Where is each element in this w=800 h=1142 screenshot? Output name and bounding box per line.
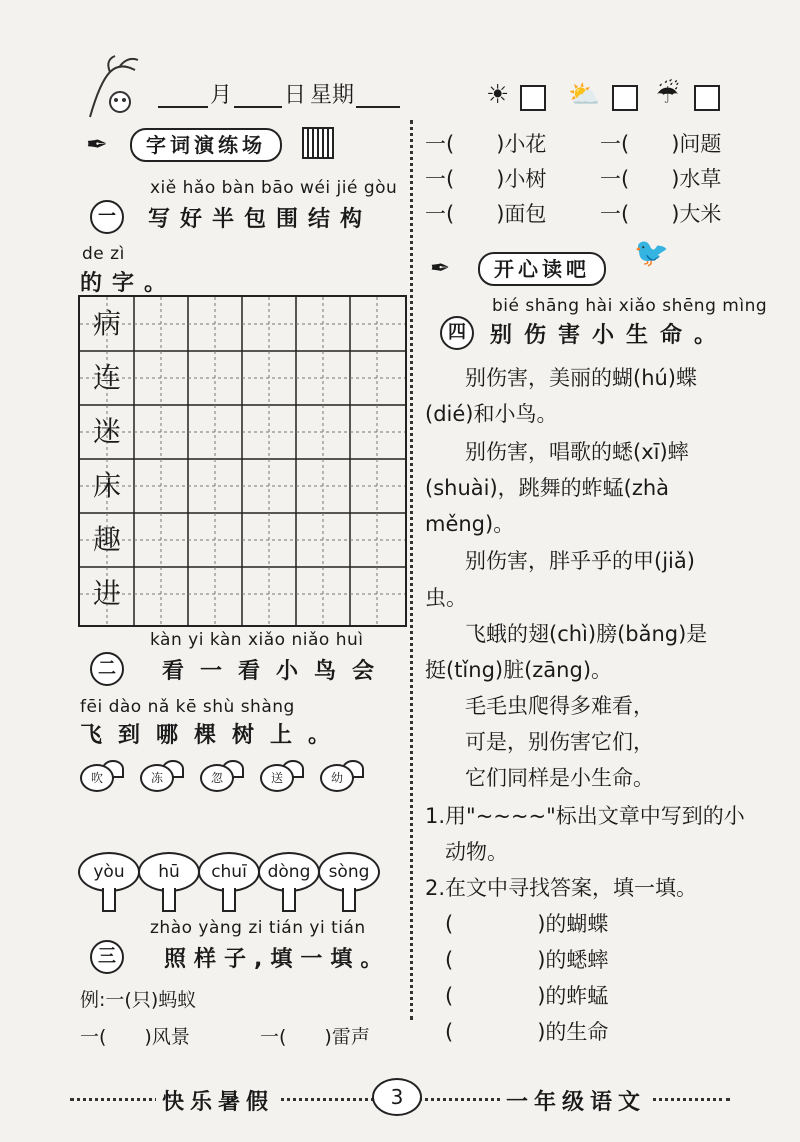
answer-4[interactable]: ( )的生命	[445, 1020, 609, 1044]
bird-5[interactable]	[318, 760, 364, 792]
day-label: 日	[284, 83, 307, 108]
footer-title: 快乐暑假	[156, 1085, 280, 1116]
weekday-label: 星期	[310, 83, 355, 108]
fill-row-3-b[interactable]: 一( )大米	[600, 202, 722, 226]
bird-1[interactable]	[78, 760, 124, 792]
tree-4[interactable]	[258, 852, 320, 914]
grid-char-1: 病	[92, 307, 121, 340]
writing-grid[interactable]	[78, 295, 407, 627]
s2-pinyin: kàn yi kàn xiǎo niǎo huì	[150, 630, 364, 650]
footer-subject: 一年级语文	[500, 1085, 652, 1116]
s4-badge: 四	[440, 316, 474, 350]
poem-line-9: 挺(tǐng)脏(zāng)。	[425, 658, 613, 682]
feather-icon: ✒	[430, 254, 451, 282]
bird-4-char: 送	[260, 764, 294, 792]
s3-title: 照样子,填一填。	[164, 947, 391, 972]
poem-line-6: 别伤害，胖乎乎的甲(jiǎ)	[465, 549, 695, 573]
poem-line-7: 虫。	[425, 586, 467, 610]
poem-line-10: 毛毛虫爬得多难看，	[465, 694, 654, 718]
month-label: 月	[210, 83, 233, 108]
s1-pinyin: xiě hǎo bàn bāo wéi jié gòu	[150, 178, 398, 198]
feather-icon: ✒	[86, 130, 108, 160]
s4-pinyin: bié shāng hài xiǎo shēng mìng	[492, 296, 768, 316]
grid-char-6: 进	[92, 577, 121, 610]
fill-row-1-a[interactable]: 一( )小花	[425, 132, 547, 156]
s1-badge: 一	[90, 200, 124, 234]
fill-row-3-a[interactable]: 一( )面包	[425, 202, 547, 226]
tree-5[interactable]	[318, 852, 380, 914]
poem-line-8: 飞蛾的翅(chì)膀(bǎng)是	[465, 622, 708, 646]
s4-title: 别伤害小生命。	[490, 323, 729, 348]
bird-4[interactable]	[258, 760, 304, 792]
poem-line-1: 别伤害，美丽的蝴(hú)蝶	[465, 366, 698, 390]
fill-row-2-a[interactable]: 一( )小树	[425, 167, 547, 191]
grid-char-2: 连	[92, 361, 121, 394]
poem-line-3: 别伤害，唱歌的蟋(xī)蟀	[465, 440, 689, 464]
section-banner-reading: 开心读吧	[478, 252, 606, 286]
sun-checkbox[interactable]	[520, 85, 546, 111]
question-2: 2.在文中寻找答案，填一填。	[425, 876, 698, 900]
section-banner-words: 字词演练场	[130, 128, 282, 162]
bird-1-char: 吹	[80, 764, 114, 792]
s2-pinyin2: fēi dào nǎ kē shù shàng	[80, 697, 295, 717]
answer-3[interactable]: ( )的蚱蜢	[445, 984, 609, 1008]
cloud-checkbox[interactable]	[612, 85, 638, 111]
tree-5-pinyin: sòng	[318, 852, 380, 892]
grid-char-3: 迷	[92, 415, 121, 448]
question-1: 1.用"~~~~"标出文章中写到的小	[425, 804, 745, 828]
tree-4-pinyin: dòng	[258, 852, 320, 892]
s1-title: 写好半包围结构	[148, 207, 373, 232]
date-line	[138, 78, 400, 110]
fill-row-1-b[interactable]: 一( )问题	[600, 132, 722, 156]
s3-example: 例:一(只)蚂蚁	[80, 989, 197, 1011]
poem-line-4: (shuài)，跳舞的蚱蜢(zhà	[425, 476, 670, 500]
tree-2-pinyin: hū	[138, 852, 200, 892]
answer-2[interactable]: ( )的蟋蟀	[445, 948, 609, 972]
s3-badge: 三	[90, 940, 124, 974]
ostrich-icon: 🐦	[634, 236, 669, 269]
bird-3[interactable]	[198, 760, 244, 792]
poem-line-2: (dié)和小鸟。	[425, 402, 558, 426]
books-icon	[302, 127, 334, 159]
grid-char-5: 趣	[92, 523, 121, 556]
tree-3[interactable]	[198, 852, 260, 914]
partly-cloudy-icon: ⛅	[568, 80, 601, 110]
s3-pinyin: zhào yàng zi tián yi tián	[150, 918, 366, 938]
s3-row1-a[interactable]: 一( )风景	[80, 1026, 190, 1048]
tree-1-pinyin: yòu	[78, 852, 140, 892]
column-divider	[410, 120, 413, 1020]
question-1-cont: 动物。	[445, 840, 508, 864]
bird-2-char: 冻	[140, 764, 174, 792]
bird-5-char: 幼	[320, 764, 354, 792]
answer-1[interactable]: ( )的蝴蝶	[445, 912, 609, 936]
rain-checkbox[interactable]	[694, 85, 720, 111]
poem-line-5: měng)。	[425, 512, 515, 536]
fill-row-2-b[interactable]: 一( )水草	[600, 167, 722, 191]
poem-line-11: 可是，别伤害它们，	[465, 730, 654, 754]
sun-icon: ☀	[486, 80, 510, 110]
bird-2[interactable]	[138, 760, 184, 792]
s3-row1-b[interactable]: 一( )雷声	[260, 1026, 370, 1048]
rain-icon: ☔	[656, 80, 680, 110]
tree-1[interactable]	[78, 852, 140, 914]
s1-pinyin2: de zì	[82, 244, 125, 264]
grid-char-4: 床	[92, 469, 121, 502]
s2-badge: 二	[90, 652, 124, 686]
tree-2[interactable]	[138, 852, 200, 914]
s2-title2: 飞到哪棵树上。	[80, 723, 347, 748]
tree-3-pinyin: chuī	[198, 852, 260, 892]
page-number: 3	[372, 1078, 422, 1116]
bird-3-char: 忽	[200, 764, 234, 792]
s2-title: 看一看小鸟会	[162, 659, 391, 684]
poem-line-12: 它们同样是小生命。	[465, 766, 654, 790]
s1-title2: 的字。	[80, 271, 177, 296]
